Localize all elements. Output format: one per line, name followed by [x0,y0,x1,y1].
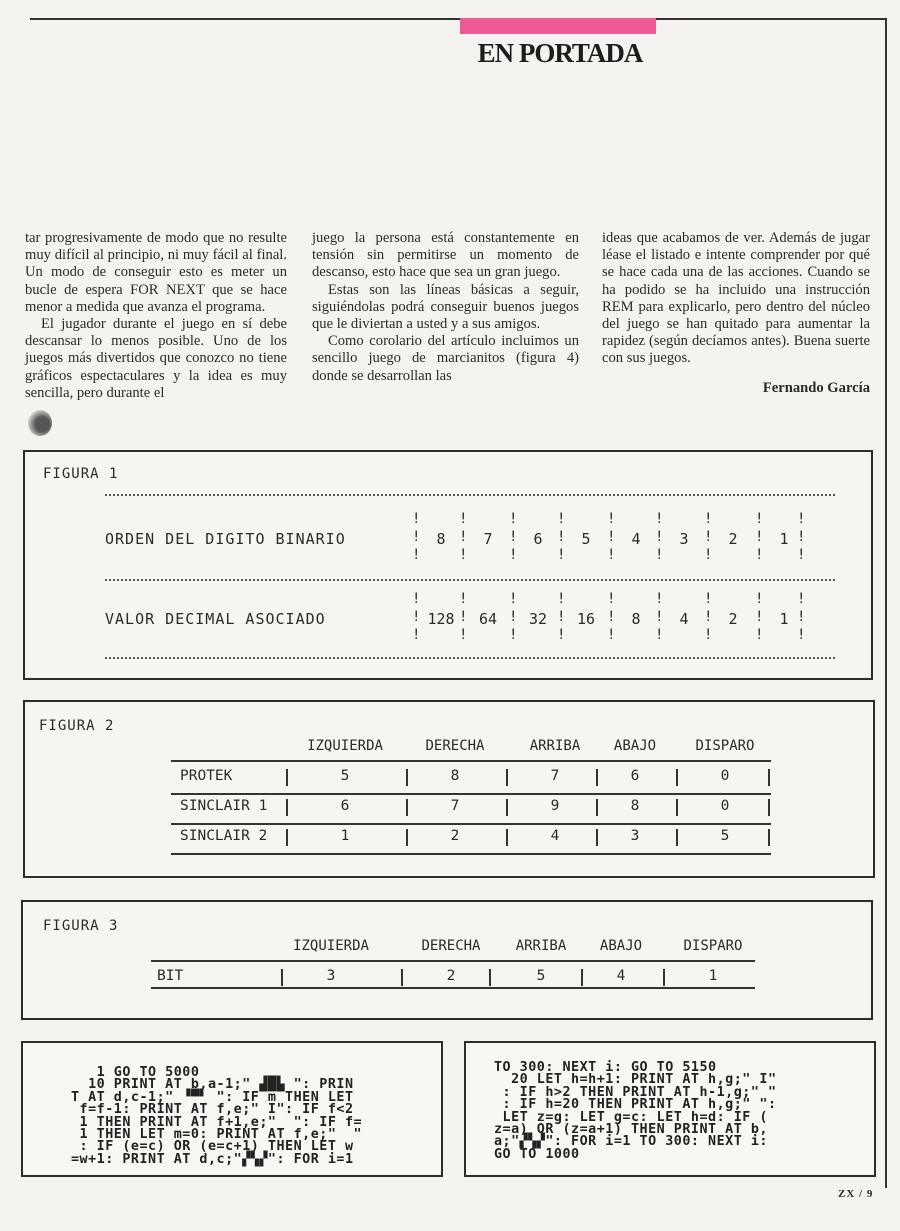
figura-1-value: 5 [581,530,591,548]
column-separator: ! ! ! [459,511,468,563]
figura-2-label: FIGURA 2 [39,718,115,734]
article-column-2 [312,230,579,385]
column-separator: ! ! ! [557,511,566,563]
table-cell: 0 [720,798,730,814]
table-rule [171,823,771,825]
figura-1-value: 2 [728,610,738,628]
table-cell: 5 [720,828,730,844]
figura-1-value: 7 [483,530,493,548]
column-separator [506,829,508,846]
column-separator [406,799,408,816]
table-rule [151,987,755,989]
section-color-bar [460,18,656,34]
column-header: DERECHA [421,938,481,954]
row-label: SINCLAIR 1 [180,798,268,814]
table-cell: 7 [450,798,460,814]
column-separator [768,769,770,786]
divider [105,579,835,581]
article-paragraph: El jugador durante el juego en sí debe descansar lo menos posible. Uno de los juegos más divertidos que conozco no tiene gráficos espectaculares y la idea es muy sencilla, pero durante el [25,316,287,401]
column-separator: ! ! ! [797,591,806,643]
table-cell: 3 [326,968,336,984]
divider [105,657,835,659]
table-cell: 2 [446,968,456,984]
column-separator: ! ! ! [655,591,664,643]
binder-hole-icon [28,410,52,436]
article-paragraph: tar progresivamente de modo que no resulte muy difícil al principio, ni muy fácil al final. Un modo de conseguir esto es meter un bucle de espera FOR NEXT que se hace menor a medida que avanza el programa. [25,230,287,315]
table-rule [171,760,771,762]
table-cell: 4 [616,968,626,984]
column-separator: ! ! ! [509,591,518,643]
figura-1-value: 128 [427,610,455,628]
column-separator [581,969,583,986]
article-paragraph: ideas que acabamos de ver. Además de jugar léase el listado e intente comprender por qué se hace cada una de las acciones. Cuando se ha podido se ha incluido una instrucción REM para explicarlo, pero dentro del núcleo del juego se han quitado para aumentar la rapidez (según decíamos antes). Buena suerte con sus juegos. [602,230,870,367]
row-label: ORDEN DEL DIGITO BINARIO [105,530,346,548]
figura-1-box [23,450,873,680]
table-cell: 8 [450,768,460,784]
divider [105,494,835,496]
column-separator [286,799,288,816]
row-label: BIT [157,968,184,984]
page-frame-top [30,18,887,20]
figura-1-value: 1 [779,610,789,628]
figura-1-value: 64 [478,610,498,628]
page-frame-right [885,18,887,1188]
figura-1-value: 32 [528,610,548,628]
column-separator: ! ! ! [655,511,664,563]
table-cell: 1 [340,828,350,844]
column-separator [506,799,508,816]
column-separator: ! ! ! [557,591,566,643]
article-paragraph: Como corolario del artículo incluimos un sencillo juego de marcianitos (figura 4) donde se desarrollan las [312,333,579,384]
column-separator: ! ! ! [509,511,518,563]
article-author: Fernando García [762,379,870,396]
column-separator [676,799,678,816]
code-listing-2: TO 300: NEXT i: GO TO 5150 20 LET h=h+1: PRINT AT h,g;" I" : IF h>2 THEN PRINT AT h-1,g;" " : IF h=20 THEN PRINT AT h,g;" ": LET z=g: LET g=c: LET h=d: IF ( z=a) OR (z=a+1) THEN PRINT AT b, a;"▞▚▞": FOR i=1 TO 300: NEXT i: GO TO 1000 [464,1041,876,1177]
article-paragraph: juego la persona está constantemente en tensión sin permitirse un momento de descanso, esto hace que sea un gran juego. [312,230,579,281]
column-separator [489,969,491,986]
table-cell: 7 [550,768,560,784]
row-label: VALOR DECIMAL ASOCIADO [105,610,326,628]
table-cell: 2 [450,828,460,844]
table-cell: 6 [630,768,640,784]
article-column-1 [25,230,287,402]
row-label: PROTEK [180,768,233,784]
table-rule [171,853,771,855]
table-cell: 4 [550,828,560,844]
column-separator [286,769,288,786]
section-title: EN PORTADA [477,38,643,68]
column-separator: ! ! ! [459,591,468,643]
column-separator [281,969,283,986]
column-header: ARRIBA [529,738,581,754]
article-paragraph: Estas son las líneas básicas a seguir, siguiéndolas podrá conseguir buenos juegos que le diviertan a usted y a sus amigos. [312,281,579,333]
article-column-3 [602,230,870,397]
column-separator [768,799,770,816]
table-cell: 6 [340,798,350,814]
column-separator [596,769,598,786]
column-separator [406,769,408,786]
figura-3-box [21,900,873,1020]
column-separator: ! ! ! [607,591,616,643]
figura-1-value: 8 [631,610,641,628]
figura-3-label: FIGURA 3 [43,918,119,934]
column-separator [406,829,408,846]
row-label: SINCLAIR 2 [180,828,268,844]
column-separator: ! ! ! [797,511,806,563]
figura-2-box [23,700,875,878]
column-separator: ! ! ! [704,511,713,563]
column-header: IZQUIERDA [307,738,383,754]
table-cell: 5 [340,768,350,784]
figura-1-value: 4 [631,530,641,548]
table-cell: 9 [550,798,560,814]
column-separator: ! ! ! [412,511,421,563]
figura-1-value: 8 [436,530,446,548]
table-cell: 3 [630,828,640,844]
table-cell: 5 [536,968,546,984]
page-number: ZX / 9 [838,1188,874,1200]
column-header: ARRIBA [515,938,567,954]
column-separator [768,829,770,846]
column-header: IZQUIERDA [293,938,369,954]
column-separator: ! ! ! [607,511,616,563]
figura-1-value: 6 [533,530,543,548]
column-separator [676,829,678,846]
column-separator [676,769,678,786]
figura-1-value: 16 [576,610,596,628]
code-listing-1: 1 GO TO 5000 10 PRINT AT b,a-1;" ▟█▙ ": PRIN T AT d,c-1;" ▝▀▘ ": IF m THEN LET f=f-1: PRINT AT f,e;" I": IF f<2 1 THEN PRINT AT f+1,e;" ": IF f= 1 THEN LET m=0: PRINT AT f,e;" " : IF (e=c) OR (e=c+1) THEN LET w =w+1: PRINT AT d,c;"▞▚▞": FOR i=1 [21,1041,443,1177]
column-separator: ! ! ! [412,591,421,643]
column-header: DISPARO [695,738,755,754]
column-separator: ! ! ! [755,591,764,643]
figura-1-value: 3 [679,530,689,548]
table-rule [171,793,771,795]
column-separator [506,769,508,786]
table-cell: 0 [720,768,730,784]
column-separator [663,969,665,986]
column-header: DISPARO [683,938,743,954]
column-header: DERECHA [425,738,485,754]
column-header: ABAJO [613,738,657,754]
figura-1-value: 4 [679,610,689,628]
column-separator: ! ! ! [704,591,713,643]
table-cell: 8 [630,798,640,814]
table-rule [151,960,755,962]
figura-1-value: 2 [728,530,738,548]
figura-1-label: FIGURA 1 [43,466,119,482]
table-cell: 1 [708,968,718,984]
column-separator [401,969,403,986]
figura-1-value: 1 [779,530,789,548]
column-separator [596,829,598,846]
column-separator: ! ! ! [755,511,764,563]
column-separator [286,829,288,846]
column-header: ABAJO [599,938,643,954]
column-separator [596,799,598,816]
